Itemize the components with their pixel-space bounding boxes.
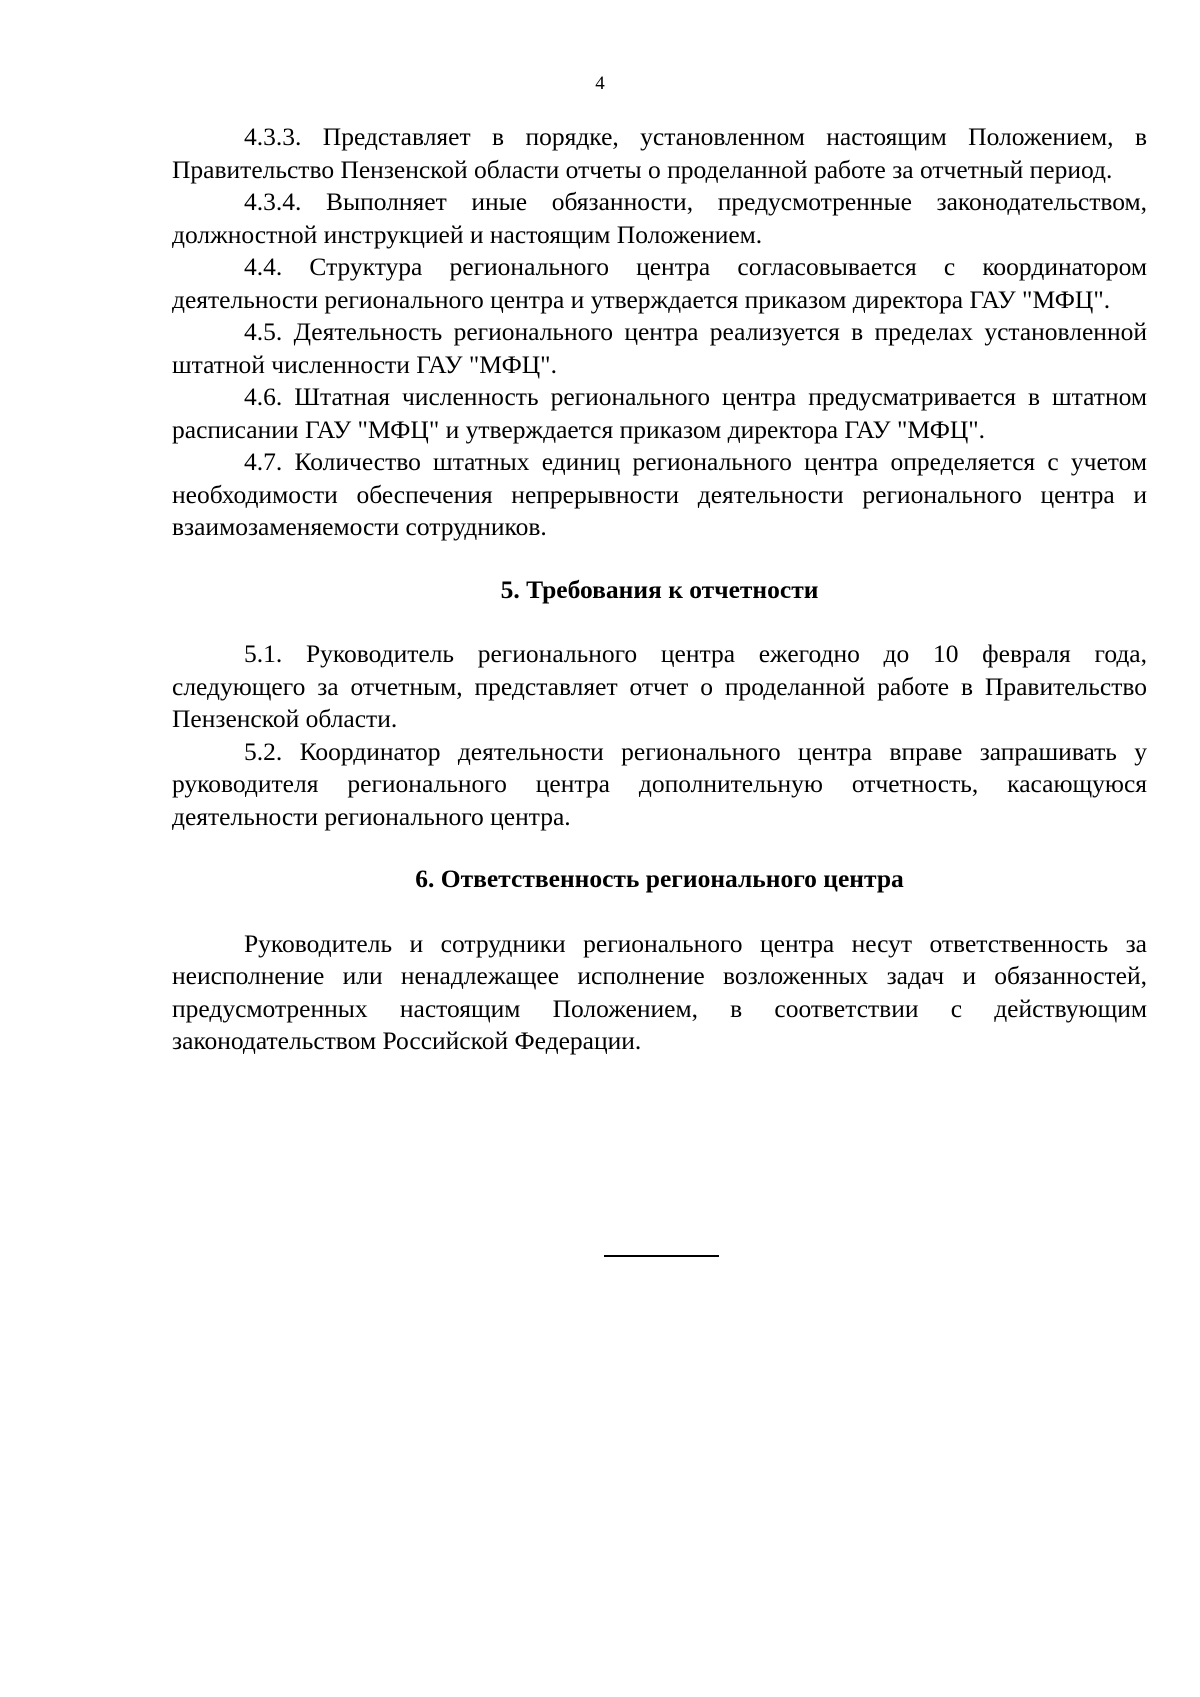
paragraph-4-6: 4.6. Штатная численность регионального центра предусматривается в штатном расписании ГАУ "МФЦ" и утверждается приказом директора ГАУ "МФЦ". bbox=[172, 382, 1147, 444]
paragraph-4-5: 4.5. Деятельность регионального центра реализуется в пределах установленной штатной численности ГАУ "МФЦ". bbox=[172, 317, 1147, 379]
paragraph-4-3-3: 4.3.3. Представляет в порядке, установленном настоящим Положением, в Правительство Пензенской области отчеты о проделанной работе за отчетный период. bbox=[172, 122, 1147, 184]
paragraph-4-4: 4.4. Структура регионального центра согласовывается с координатором деятельности регионального центра и утверждается приказом директора ГАУ "МФЦ". bbox=[172, 252, 1147, 314]
paragraph-5-1: 5.1. Руководитель регионального центра ежегодно до 10 февраля года, следующего за отчетным, представляет отчет о проделанной работе в Правительство Пензенской области. bbox=[172, 639, 1147, 733]
paragraph-4-7: 4.7. Количество штатных единиц регионального центра определяется с учетом необходимости обеспечения непрерывности деятельности регионального центра и взаимозаменяемости сотрудников. bbox=[172, 447, 1147, 541]
paragraph-4-3-4: 4.3.4. Выполняет иные обязанности, предусмотренные законодательством, должностной инструкцией и настоящим Положением. bbox=[172, 187, 1147, 249]
document-body bbox=[172, 121, 1147, 1058]
paragraph-6-responsibility: Руководитель и сотрудники регионального центра несут ответственность за неисполнение или ненадлежащее исполнение возложенных задач и обязанностей, предусмотренных настоящим Положением, в соответствии с действующим законодательством Российской Федерации. bbox=[172, 928, 1147, 1055]
end-of-document-rule bbox=[604, 1255, 719, 1257]
section-5-heading: 5. Требования к отчетности bbox=[500, 574, 819, 604]
section-6-heading: 6. Ответственность регионального центра bbox=[415, 864, 904, 893]
paragraph-5-2: 5.2. Координатор деятельности регионального центра вправе запрашивать у руководителя регионального центра дополнительную отчетность, касающуюся деятельности регионального центра. bbox=[172, 736, 1147, 831]
page-number: 4 bbox=[595, 73, 605, 94]
